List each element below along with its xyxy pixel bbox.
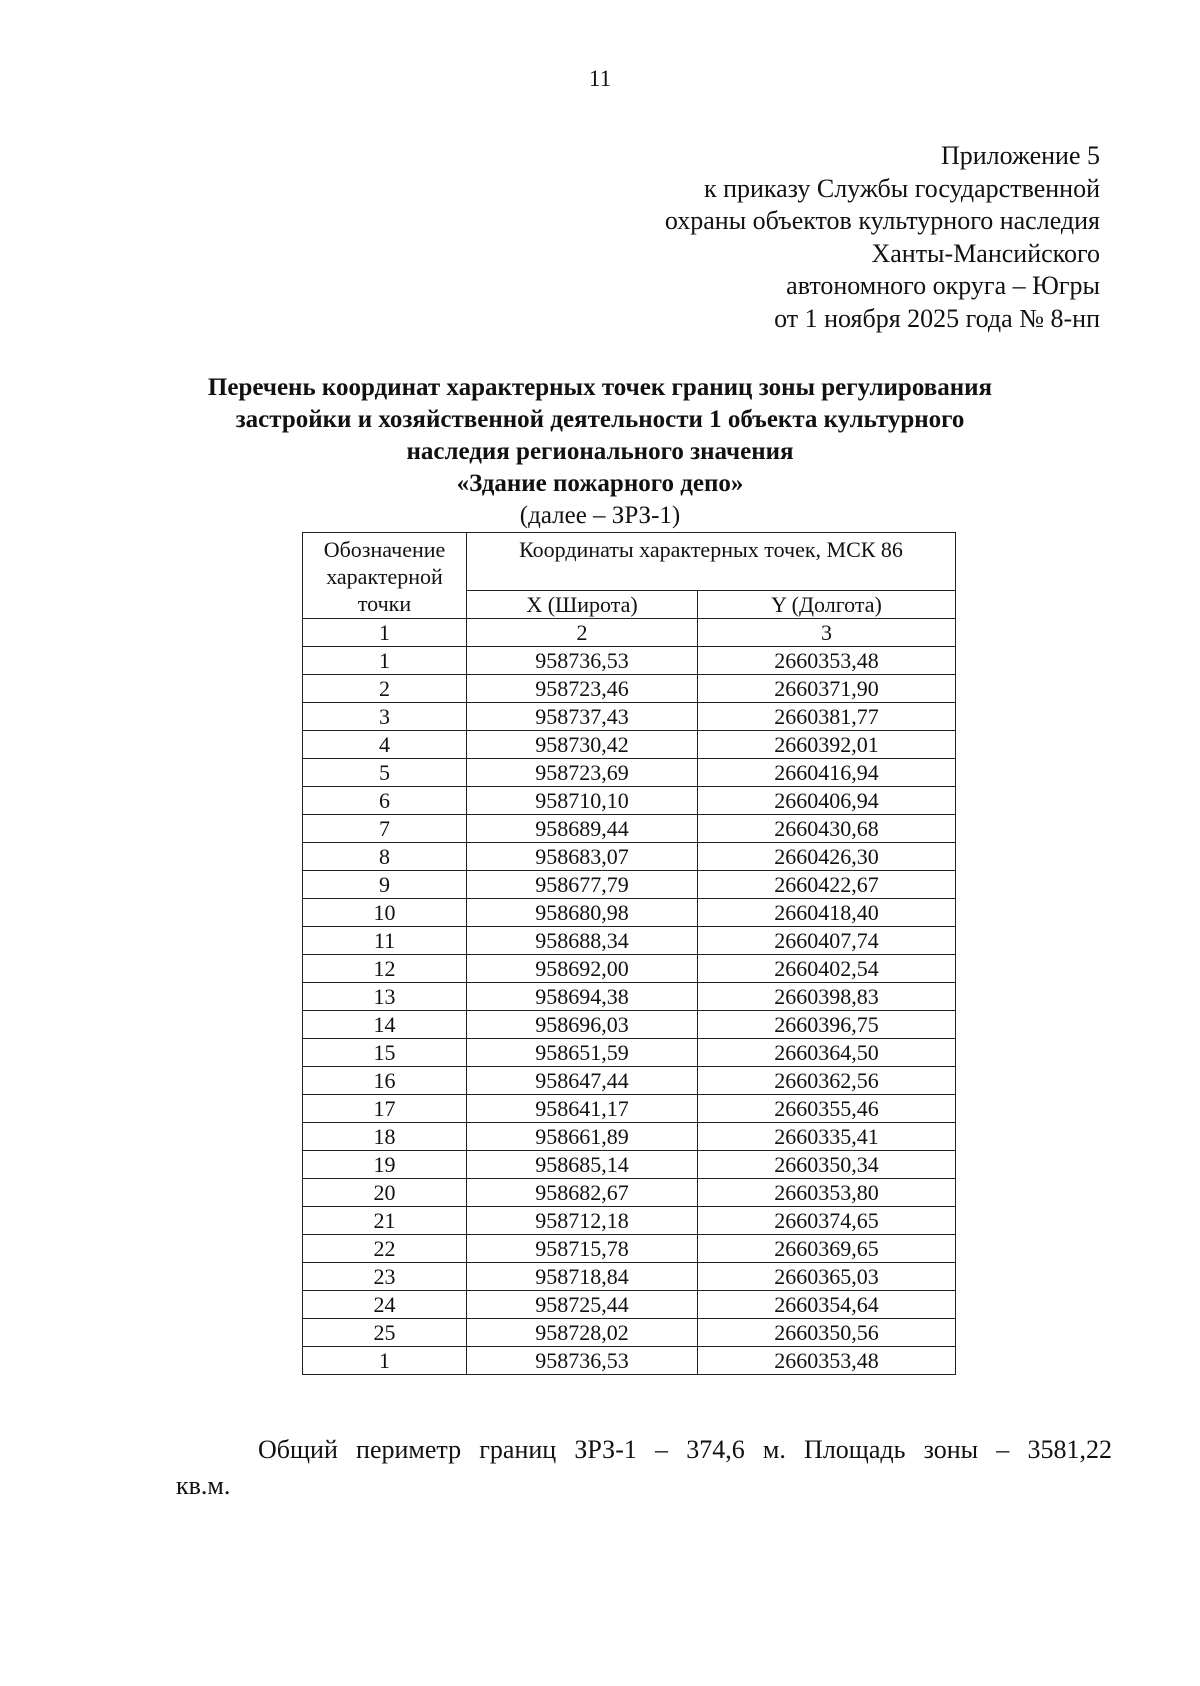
- appendix-line: Ханты-Мансийского: [871, 238, 1100, 268]
- point-cell: 22: [303, 1235, 467, 1263]
- point-cell: 17: [303, 1095, 467, 1123]
- point-cell: 14: [303, 1011, 467, 1039]
- x-cell: 958689,44: [467, 815, 698, 843]
- x-cell: 958723,46: [467, 675, 698, 703]
- y-cell: 2660371,90: [698, 675, 956, 703]
- title-line: застройки и хозяйственной деятельности 1 объекта культурного: [235, 406, 965, 433]
- table-row: [303, 1067, 956, 1095]
- document-title: [0, 372, 1200, 500]
- y-cell: 2660422,67: [698, 871, 956, 899]
- x-cell: 958696,03: [467, 1011, 698, 1039]
- x-cell: 958694,38: [467, 983, 698, 1011]
- point-cell: 9: [303, 871, 467, 899]
- table-row: [303, 1291, 956, 1319]
- point-cell: 1: [303, 647, 467, 675]
- y-cell: 2660402,54: [698, 955, 956, 983]
- x-cell: 958692,00: [467, 955, 698, 983]
- table-row: [303, 731, 956, 759]
- y-cell: 2660353,48: [698, 1347, 956, 1375]
- y-cell: 2660353,48: [698, 647, 956, 675]
- coordinates-table: [302, 532, 956, 1375]
- x-cell: 958680,98: [467, 899, 698, 927]
- point-cell: 5: [303, 759, 467, 787]
- y-cell: 2660392,01: [698, 731, 956, 759]
- x-cell: 958685,14: [467, 1151, 698, 1179]
- table-row: [303, 703, 956, 731]
- table-row: [303, 675, 956, 703]
- point-cell: 6: [303, 787, 467, 815]
- point-cell: 16: [303, 1067, 467, 1095]
- y-cell: 2660426,30: [698, 843, 956, 871]
- x-cell: 958718,84: [467, 1263, 698, 1291]
- numbering-cell: 2: [467, 619, 698, 647]
- document-subtitle: (далее – ЗРЗ-1): [519, 502, 681, 529]
- x-cell: 958641,17: [467, 1095, 698, 1123]
- table-row: [303, 815, 956, 843]
- x-cell: 958730,42: [467, 731, 698, 759]
- table-row: [303, 1207, 956, 1235]
- table-row: [303, 1151, 956, 1179]
- table-row: [303, 1319, 956, 1347]
- point-cell: 24: [303, 1291, 467, 1319]
- summary-line: Общий периметр границ ЗРЗ-1 – 374,6 м. Площадь зоны – 3581,22: [258, 1435, 1112, 1464]
- point-cell: 20: [303, 1179, 467, 1207]
- y-cell: 2660350,56: [698, 1319, 956, 1347]
- y-cell: 2660430,68: [698, 815, 956, 843]
- x-cell: 958737,43: [467, 703, 698, 731]
- x-cell: 958651,59: [467, 1039, 698, 1067]
- table-row: [303, 1011, 956, 1039]
- y-cell: 2660354,64: [698, 1291, 956, 1319]
- summary-paragraph: [176, 1432, 1112, 1504]
- y-cell: 2660406,94: [698, 787, 956, 815]
- header-y: Y (Долгота): [698, 591, 956, 619]
- table-row: [303, 983, 956, 1011]
- point-cell: 2: [303, 675, 467, 703]
- x-cell: 958736,53: [467, 1347, 698, 1375]
- y-cell: 2660369,65: [698, 1235, 956, 1263]
- table-row: [303, 899, 956, 927]
- point-cell: 25: [303, 1319, 467, 1347]
- point-cell: 3: [303, 703, 467, 731]
- y-cell: 2660374,65: [698, 1207, 956, 1235]
- y-cell: 2660418,40: [698, 899, 956, 927]
- y-cell: 2660362,56: [698, 1067, 956, 1095]
- title-line: Перечень координат характерных точек границ зоны регулирования: [207, 374, 993, 401]
- appendix-line: к приказу Службы государственной: [703, 173, 1100, 203]
- y-cell: 2660416,94: [698, 759, 956, 787]
- x-cell: 958725,44: [467, 1291, 698, 1319]
- y-cell: 2660353,80: [698, 1179, 956, 1207]
- x-cell: 958661,89: [467, 1123, 698, 1151]
- point-cell: 19: [303, 1151, 467, 1179]
- point-cell: 4: [303, 731, 467, 759]
- numbering-cell: 1: [303, 619, 467, 647]
- table-row: [303, 787, 956, 815]
- x-cell: 958647,44: [467, 1067, 698, 1095]
- header-point-designation: Обозначение характерной точки: [303, 533, 467, 619]
- table-row: [303, 1179, 956, 1207]
- numbering-cell: 3: [698, 619, 956, 647]
- point-cell: 8: [303, 843, 467, 871]
- point-cell: 10: [303, 899, 467, 927]
- table-row: [303, 1347, 956, 1375]
- appendix-line: Приложение 5: [940, 141, 1100, 170]
- x-cell: 958723,69: [467, 759, 698, 787]
- point-cell: 18: [303, 1123, 467, 1151]
- table-row: [303, 843, 956, 871]
- y-cell: 2660407,74: [698, 927, 956, 955]
- appendix-line: охраны объектов культурного наследия: [664, 206, 1100, 235]
- appendix-line: автономного округа – Югры: [786, 271, 1100, 300]
- x-cell: 958712,18: [467, 1207, 698, 1235]
- appendix-line: от 1 ноября 2025 года № 8-нп: [774, 303, 1100, 333]
- y-cell: 2660398,83: [698, 983, 956, 1011]
- point-cell: 12: [303, 955, 467, 983]
- header-x: X (Широта): [467, 591, 698, 619]
- x-cell: 958710,10: [467, 787, 698, 815]
- x-cell: 958736,53: [467, 647, 698, 675]
- table-row: [303, 1123, 956, 1151]
- header-coordinates: Координаты характерных точек, МСК 86: [467, 533, 956, 591]
- y-cell: 2660355,46: [698, 1095, 956, 1123]
- table-row: [303, 1235, 956, 1263]
- table-row: [303, 871, 956, 899]
- point-cell: 15: [303, 1039, 467, 1067]
- y-cell: 2660364,50: [698, 1039, 956, 1067]
- point-cell: 13: [303, 983, 467, 1011]
- coordinates-table-body: [303, 647, 956, 1375]
- page-number: 11: [588, 66, 612, 91]
- table-row: [303, 927, 956, 955]
- table-row: [303, 647, 956, 675]
- point-cell: 7: [303, 815, 467, 843]
- x-cell: 958682,67: [467, 1179, 698, 1207]
- x-cell: 958677,79: [467, 871, 698, 899]
- table-row: [303, 759, 956, 787]
- point-cell: 23: [303, 1263, 467, 1291]
- y-cell: 2660365,03: [698, 1263, 956, 1291]
- title-line: «Здание пожарного депо»: [456, 470, 744, 497]
- y-cell: 2660381,77: [698, 703, 956, 731]
- table-row: [303, 1095, 956, 1123]
- summary-line: кв.м.: [176, 1471, 231, 1500]
- table-row: [303, 1263, 956, 1291]
- y-cell: 2660396,75: [698, 1011, 956, 1039]
- point-cell: 11: [303, 927, 467, 955]
- x-cell: 958683,07: [467, 843, 698, 871]
- y-cell: 2660335,41: [698, 1123, 956, 1151]
- x-cell: 958688,34: [467, 927, 698, 955]
- numbering-row: [303, 619, 956, 647]
- x-cell: 958728,02: [467, 1319, 698, 1347]
- appendix-block: [665, 140, 1100, 335]
- y-cell: 2660350,34: [698, 1151, 956, 1179]
- table-row: [303, 955, 956, 983]
- title-line: наследия регионального значения: [406, 438, 794, 465]
- x-cell: 958715,78: [467, 1235, 698, 1263]
- point-cell: 21: [303, 1207, 467, 1235]
- point-cell: 1: [303, 1347, 467, 1375]
- table-row: [303, 1039, 956, 1067]
